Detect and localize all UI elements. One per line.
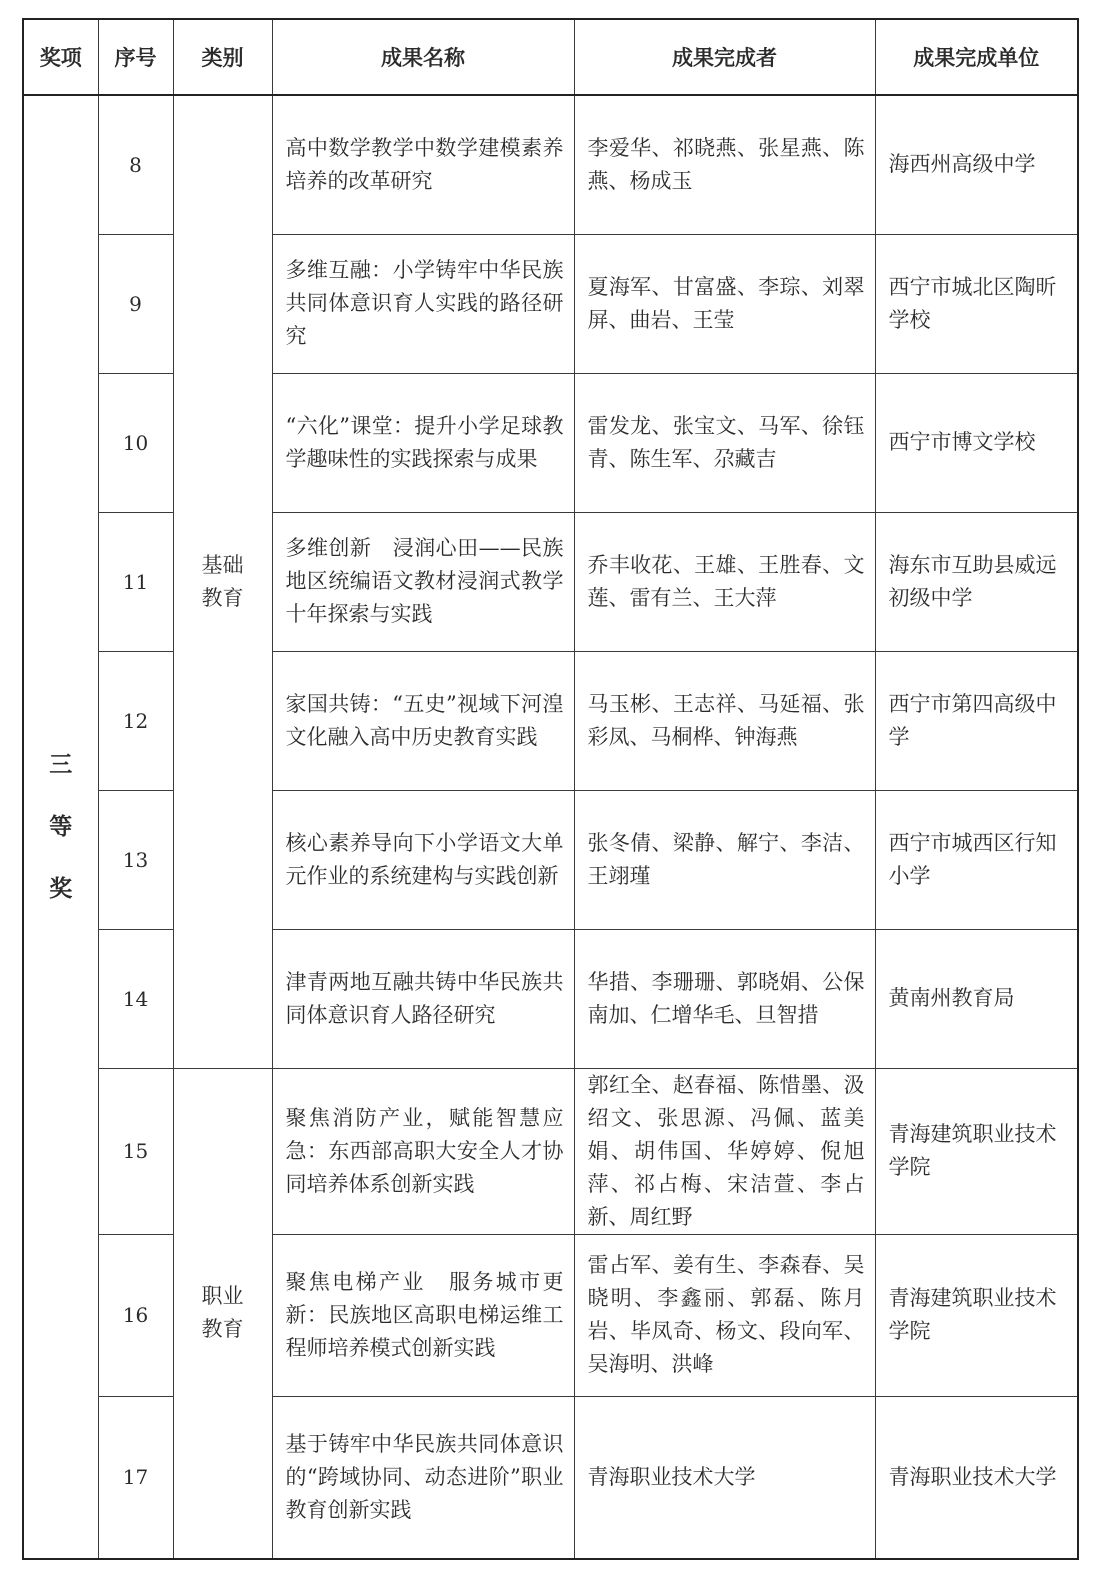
achievement-authors: 青海职业技术大学 xyxy=(574,1396,875,1559)
achievement-authors: 马玉彬、王志祥、马延福、张彩凤、马桐桦、钟海燕 xyxy=(574,651,875,790)
achievement-name: 聚焦电梯产业 服务城市更新：民族地区高职电梯运维工程师培养模式创新实践 xyxy=(272,1234,574,1396)
category-vocational-education xyxy=(173,1068,272,1559)
row-number: 10 xyxy=(98,373,173,512)
row-number: 16 xyxy=(98,1234,173,1396)
header-achievement-name: 成果名称 xyxy=(272,19,574,95)
category-label: 职业教育 xyxy=(201,1284,244,1342)
achievement-name: 多维互融：小学铸牢中华民族共同体意识育人实践的路径研究 xyxy=(272,234,574,373)
category-basic-education xyxy=(173,95,272,1068)
award-char: 三 xyxy=(49,752,73,778)
achievement-unit: 西宁市博文学校 xyxy=(875,373,1078,512)
achievement-unit: 西宁市第四高级中学 xyxy=(875,651,1078,790)
achievement-authors: 雷占军、姜有生、李森春、吴晓明、李鑫丽、郭磊、陈月岩、毕凤奇、杨文、段向军、吴海明、洪峰 xyxy=(574,1234,875,1396)
header-row xyxy=(23,19,1078,95)
row-number: 9 xyxy=(98,234,173,373)
row-number: 12 xyxy=(98,651,173,790)
category-label: 基础教育 xyxy=(201,552,244,610)
header-award: 奖项 xyxy=(23,19,98,95)
achievement-name: 家国共铸：“五史”视域下河湟文化融入高中历史教育实践 xyxy=(272,651,574,790)
achievement-unit: 海西州高级中学 xyxy=(875,95,1078,234)
achievement-authors: 夏海军、甘富盛、李琮、刘翠屏、曲岩、王莹 xyxy=(574,234,875,373)
achievement-unit: 西宁市城西区行知小学 xyxy=(875,790,1078,929)
row-number: 14 xyxy=(98,929,173,1068)
row-number: 13 xyxy=(98,790,173,929)
header-category: 类别 xyxy=(173,19,272,95)
row-number: 11 xyxy=(98,512,173,651)
achievement-name: 基于铸牢中华民族共同体意识的“跨域协同、动态进阶”职业教育创新实践 xyxy=(272,1396,574,1559)
achievement-authors: 张冬倩、梁静、解宁、李洁、王翊瑾 xyxy=(574,790,875,929)
achievement-authors: 乔丰收花、王雄、王胜春、文莲、雷有兰、王大萍 xyxy=(574,512,875,651)
header-unit: 成果完成单位 xyxy=(875,19,1078,95)
achievement-name: 核心素养导向下小学语文大单元作业的系统建构与实践创新 xyxy=(272,790,574,929)
achievement-authors: 华措、李珊珊、郭晓娟、公保南加、仁增华毛、旦智措 xyxy=(574,929,875,1068)
achievement-unit: 西宁市城北区陶昕学校 xyxy=(875,234,1078,373)
row-number: 15 xyxy=(98,1068,173,1234)
award-table-page xyxy=(22,18,1077,1554)
achievement-authors: 郭红全、赵春福、陈惜墨、汲绍文、张思源、冯佩、蓝美娟、胡伟国、华婷婷、倪旭萍、祁占梅、宋洁萱、李占新、周红野 xyxy=(574,1068,875,1234)
achievement-authors: 李爱华、祁晓燕、张星燕、陈燕、杨成玉 xyxy=(574,95,875,234)
achievement-name: “六化”课堂：提升小学足球教学趣味性的实践探索与成果 xyxy=(272,373,574,512)
award-level-cell xyxy=(23,95,98,1559)
header-number: 序号 xyxy=(98,19,173,95)
achievement-unit: 青海建筑职业技术学院 xyxy=(875,1068,1078,1234)
table-row xyxy=(23,95,1078,234)
achievement-name: 津青两地互融共铸中华民族共同体意识育人路径研究 xyxy=(272,929,574,1068)
award-char: 奖 xyxy=(49,876,73,902)
table-row xyxy=(23,1068,1078,1234)
achievement-unit: 青海职业技术大学 xyxy=(875,1396,1078,1559)
achievement-unit: 黄南州教育局 xyxy=(875,929,1078,1068)
row-number: 17 xyxy=(98,1396,173,1559)
achievement-unit: 海东市互助县威远初级中学 xyxy=(875,512,1078,651)
award-table xyxy=(22,18,1079,1560)
achievement-name: 高中数学教学中数学建模素养培养的改革研究 xyxy=(272,95,574,234)
award-char: 等 xyxy=(49,814,73,840)
achievement-name: 多维创新 浸润心田——民族地区统编语文教材浸润式教学十年探索与实践 xyxy=(272,512,574,651)
achievement-name: 聚焦消防产业，赋能智慧应急：东西部高职大安全人才协同培养体系创新实践 xyxy=(272,1068,574,1234)
achievement-authors: 雷发龙、张宝文、马军、徐钰青、陈生军、尕藏吉 xyxy=(574,373,875,512)
row-number: 8 xyxy=(98,95,173,234)
achievement-unit: 青海建筑职业技术学院 xyxy=(875,1234,1078,1396)
header-authors: 成果完成者 xyxy=(574,19,875,95)
